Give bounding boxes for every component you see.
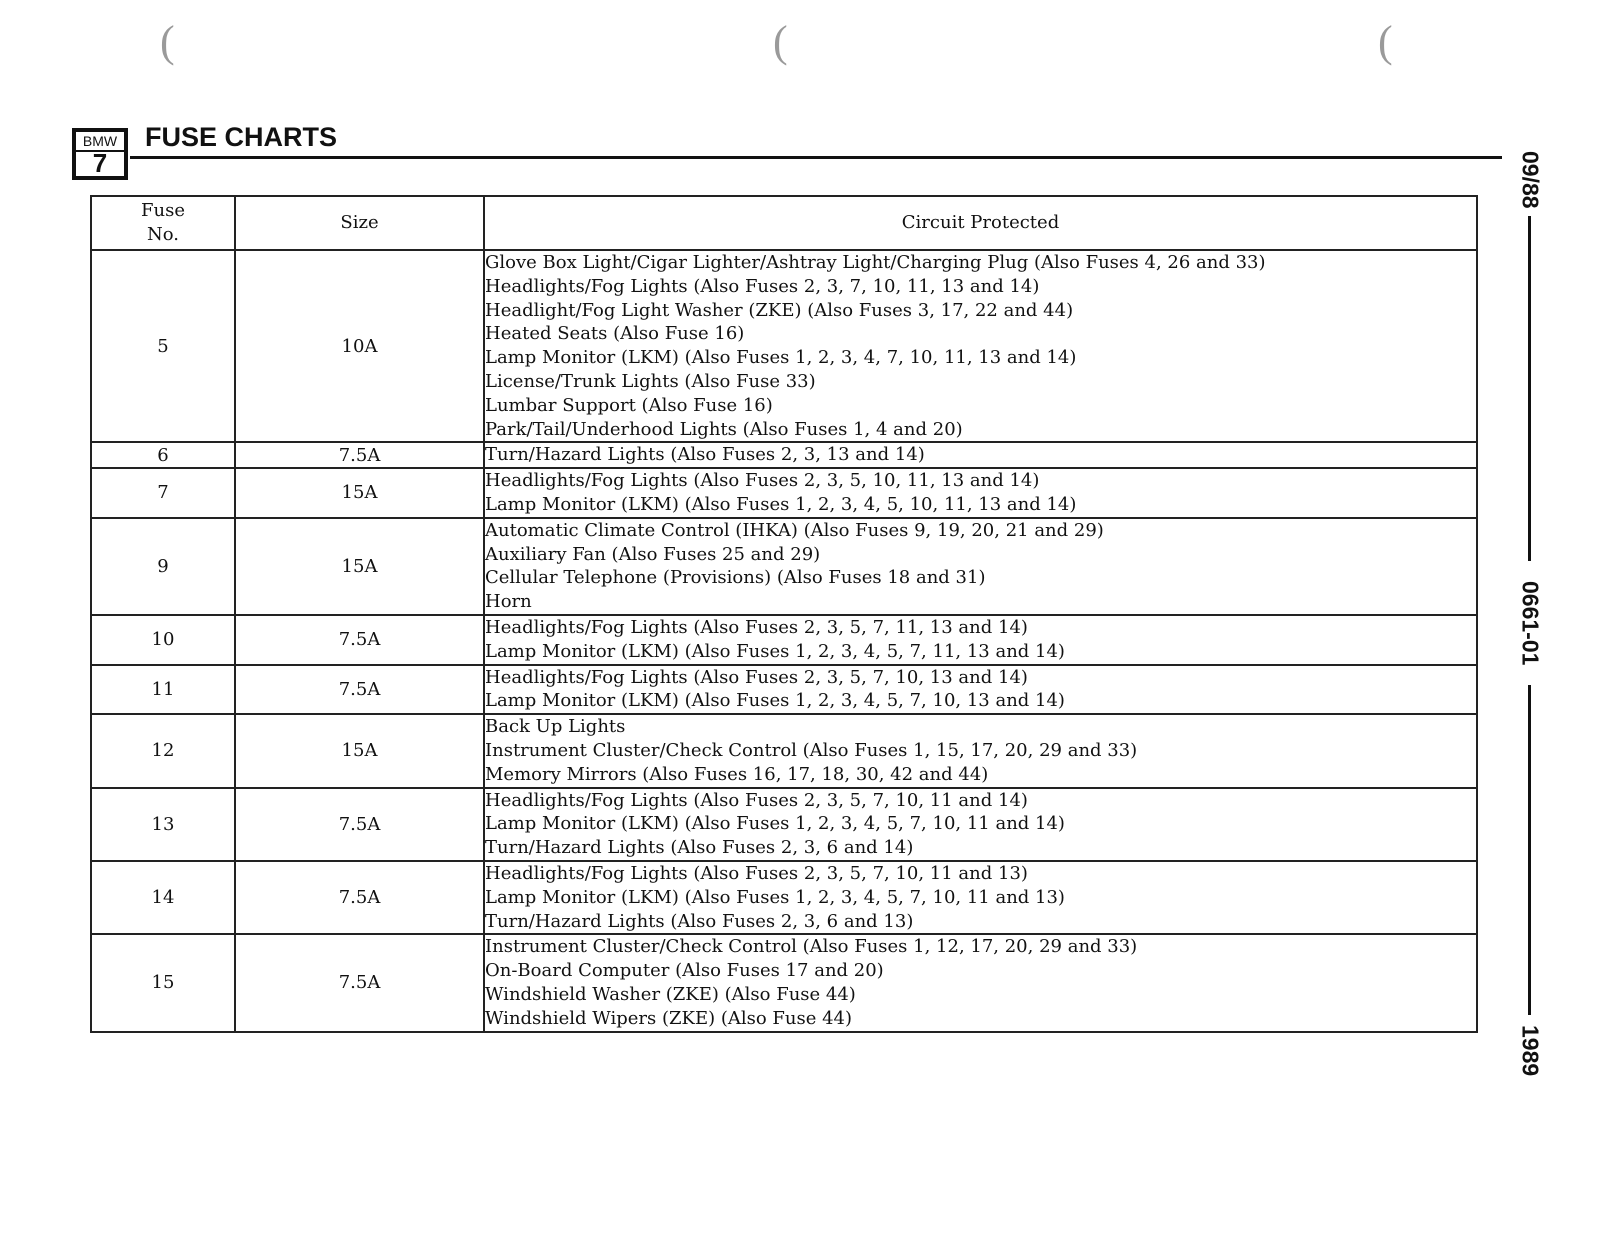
- circuit-item: On-Board Computer (Also Fuses 17 and 20): [485, 960, 884, 982]
- table-row: [91, 250, 1477, 442]
- circuit-item: Headlights/Fog Lights (Also Fuses 2, 3, 5, 7, 10, 13 and 14): [485, 666, 1028, 688]
- circuit-item: Automatic Climate Control (IHKA) (Also Fuses 9, 19, 20, 21 and 29): [485, 519, 1104, 541]
- header-size: Size: [235, 196, 484, 250]
- page-title: FUSE CHARTS: [145, 122, 338, 152]
- header-circuit-protected: Circuit Protected: [484, 196, 1477, 250]
- fuse-number: 5: [91, 250, 235, 442]
- circuit-item: Back Up Lights: [485, 716, 626, 738]
- fuse-number: 14: [91, 861, 235, 934]
- table-row: [91, 934, 1477, 1031]
- circuit-protected-cell: [484, 250, 1477, 442]
- title-rule: [130, 156, 1502, 159]
- fuse-size: 7.5A: [235, 442, 484, 468]
- circuit-item: Glove Box Light/Cigar Lighter/Ashtray Light/Charging Plug (Also Fuses 4, 26 and 33): [485, 252, 1266, 273]
- circuit-protected-cell: [484, 615, 1477, 665]
- circuit-item: License/Trunk Lights (Also Fuse 33): [485, 370, 816, 392]
- fuse-number: 13: [91, 788, 235, 861]
- circuit-item: Headlights/Fog Lights (Also Fuses 2, 3, 5, 7, 11, 13 and 14): [485, 616, 1028, 638]
- fuse-chart-table: [90, 195, 1478, 1033]
- fuse-size: 7.5A: [235, 665, 484, 715]
- circuit-protected-cell: [484, 518, 1477, 615]
- bmw-7-logo: [72, 128, 128, 180]
- circuit-item: Instrument Cluster/Check Control (Also Fuses 1, 15, 17, 20, 29 and 33): [485, 739, 1138, 761]
- fuse-number: 12: [91, 714, 235, 787]
- circuit-item: Turn/Hazard Lights (Also Fuses 2, 3, 6 and 13): [485, 910, 914, 932]
- side-date: 09/88: [1517, 151, 1544, 209]
- circuit-item: Instrument Cluster/Check Control (Also Fuses 1, 12, 17, 20, 29 and 33): [485, 936, 1138, 958]
- circuit-item: Headlights/Fog Lights (Also Fuses 2, 3, 5, 10, 11, 13 and 14): [485, 470, 1040, 492]
- fuse-size: 7.5A: [235, 788, 484, 861]
- circuit-protected-cell: [484, 788, 1477, 861]
- fuse-size: 7.5A: [235, 615, 484, 665]
- circuit-item: Headlight/Fog Light Washer (ZKE) (Also Fuses 3, 17, 22 and 44): [485, 299, 1074, 321]
- fuse-number: 7: [91, 468, 235, 518]
- side-margin: [1510, 150, 1550, 1080]
- circuit-item: Horn: [485, 591, 532, 613]
- table-row: [91, 615, 1477, 665]
- logo-brand: BMW: [76, 132, 124, 152]
- fuse-size: 7.5A: [235, 934, 484, 1031]
- side-divider: [1528, 216, 1531, 561]
- fuse-size: 15A: [235, 518, 484, 615]
- circuit-item: Turn/Hazard Lights (Also Fuses 2, 3, 6 and 14): [485, 837, 914, 859]
- circuit-item: Lamp Monitor (LKM) (Also Fuses 1, 2, 3, 4, 5, 7, 10, 13 and 14): [485, 690, 1065, 712]
- circuit-item: Heated Seats (Also Fuse 16): [485, 323, 745, 345]
- table-row: [91, 714, 1477, 787]
- circuit-item: Windshield Washer (ZKE) (Also Fuse 44): [485, 983, 856, 1005]
- fuse-size: 10A: [235, 250, 484, 442]
- circuit-protected-cell: [484, 468, 1477, 518]
- side-divider: [1528, 685, 1531, 1015]
- binder-mark-left: (: [160, 17, 175, 66]
- circuit-item: Lamp Monitor (LKM) (Also Fuses 1, 2, 3, 4, 5, 10, 11, 13 and 14): [485, 493, 1077, 515]
- header-fuse-no-label: Fuse No.: [141, 200, 185, 245]
- circuit-item: Turn/Hazard Lights (Also Fuses 2, 3, 13 and 14): [485, 444, 925, 466]
- fuse-number: 11: [91, 665, 235, 715]
- fuse-rows: [91, 250, 1477, 1032]
- table-row: [91, 788, 1477, 861]
- table-row: [91, 861, 1477, 934]
- circuit-item: Lamp Monitor (LKM) (Also Fuses 1, 2, 3, 4, 7, 10, 11, 13 and 14): [485, 347, 1077, 369]
- logo-series-number: 7: [92, 148, 108, 178]
- circuit-protected-cell: [484, 665, 1477, 715]
- circuit-protected-cell: [484, 714, 1477, 787]
- circuit-item: Lamp Monitor (LKM) (Also Fuses 1, 2, 3, 4, 5, 7, 10, 11 and 14): [485, 813, 1065, 835]
- side-year: 1989: [1517, 1025, 1544, 1077]
- fuse-size: 7.5A: [235, 861, 484, 934]
- fuse-size: 15A: [235, 468, 484, 518]
- circuit-item: Lumbar Support (Also Fuse 16): [485, 394, 773, 416]
- circuit-item: Headlights/Fog Lights (Also Fuses 2, 3, 5, 7, 10, 11 and 13): [485, 862, 1028, 884]
- circuit-item: Park/Tail/Underhood Lights (Also Fuses 1, 4 and 20): [485, 418, 963, 440]
- circuit-item: Headlights/Fog Lights (Also Fuses 2, 3, 7, 10, 11, 13 and 14): [485, 275, 1040, 297]
- circuit-item: Auxiliary Fan (Also Fuses 25 and 29): [485, 543, 821, 565]
- table-header-row: [91, 196, 1477, 250]
- circuit-item: Lamp Monitor (LKM) (Also Fuses 1, 2, 3, 4, 5, 7, 10, 11 and 13): [485, 886, 1065, 908]
- circuit-item: Headlights/Fog Lights (Also Fuses 2, 3, 5, 7, 10, 11 and 14): [485, 789, 1028, 811]
- fuse-size: 15A: [235, 714, 484, 787]
- circuit-item: Cellular Telephone (Provisions) (Also Fuses 18 and 31): [485, 567, 986, 589]
- circuit-item: Lamp Monitor (LKM) (Also Fuses 1, 2, 3, 4, 5, 7, 11, 13 and 14): [485, 640, 1065, 662]
- fuse-number: 9: [91, 518, 235, 615]
- table-row: [91, 468, 1477, 518]
- fuse-number: 10: [91, 615, 235, 665]
- circuit-item: Memory Mirrors (Also Fuses 16, 17, 18, 30, 42 and 44): [485, 763, 989, 785]
- header-fuse-no: [91, 196, 235, 250]
- circuit-protected-cell: [484, 934, 1477, 1031]
- table-row: [91, 442, 1477, 468]
- circuit-protected-cell: [484, 861, 1477, 934]
- fuse-number: 6: [91, 442, 235, 468]
- circuit-protected-cell: [484, 442, 1477, 468]
- circuit-item: Windshield Wipers (ZKE) (Also Fuse 44): [485, 1007, 853, 1029]
- side-code: 0661-01: [1517, 580, 1544, 666]
- table-row: [91, 518, 1477, 615]
- table-row: [91, 665, 1477, 715]
- binder-mark-center: (: [773, 17, 788, 66]
- binder-mark-right: (: [1378, 17, 1393, 66]
- fuse-number: 15: [91, 934, 235, 1031]
